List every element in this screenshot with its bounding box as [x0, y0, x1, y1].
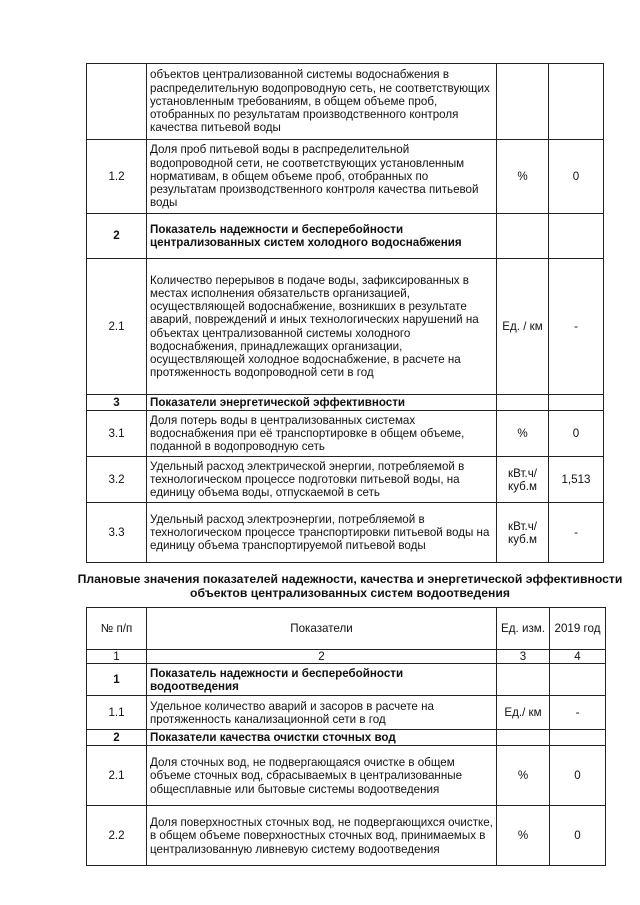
indicator-text: Доля сточных вод, не подвергающаяся очистке в общем объеме сточных вод, сбрасываемых в централизованные общесплавные или бытовые системы водоотведения	[147, 746, 497, 806]
indicator-text: Количество перерывов в подаче воды, зафиксированных в местах исполнения обязательств организацией, осуществляющей водоснабжение, возникших в результате аварий, повреждений и иных технологических нарушений на объектах централизованной системы холодного водоснабжения, принадлежащих организации, осуществляющей холодное водоснабжение, в расчете на протяженность водопроводной сети в год	[147, 259, 497, 395]
table-row	[87, 806, 606, 866]
column-header-indicators: Показатели	[147, 608, 497, 650]
row-number: 2.2	[87, 806, 147, 866]
row-number: 1.2	[87, 140, 147, 214]
value-cell	[550, 730, 606, 746]
section-row	[87, 214, 604, 259]
unit-cell	[497, 214, 549, 259]
indicator-text: Доля проб питьевой воды в распределительной водопроводной сети, не соответствующих установленным нормативам, в общем объеме проб, отобранных по результатам производственного контроля качества питьевой воды	[147, 140, 497, 214]
unit-cell: %	[497, 411, 549, 457]
table-row	[87, 746, 606, 806]
row-number	[87, 64, 147, 140]
unit-cell: Ед./ км	[497, 696, 550, 730]
row-number: 3.3	[87, 503, 147, 563]
section-row	[87, 730, 606, 746]
value-cell: -	[549, 259, 604, 395]
value-cell	[549, 395, 604, 411]
table-row	[87, 457, 604, 503]
row-number: 1	[87, 664, 147, 696]
column-header-unit: Ед. изм.	[497, 608, 550, 650]
row-number: 2.1	[87, 259, 147, 395]
table-row	[87, 259, 604, 395]
unit-cell	[497, 664, 550, 696]
unit-cell: кВт.ч/ куб.м	[497, 503, 549, 563]
table-row	[87, 696, 606, 730]
unit-cell: %	[497, 140, 549, 214]
section-heading: Плановые значения показателей надежности, качества и энергетической эффективности объектов централизованных систем водоотведения	[77, 572, 623, 600]
indicators-table-water-supply	[86, 63, 604, 563]
value-cell	[549, 64, 604, 140]
section-title: Показатель надежности и бесперебойности водоотведения	[147, 664, 497, 696]
indicator-text: объектов централизованной системы водоснабжения в распределительную водопроводную сеть, не соответствующих установленным требованиям, в общем объеме проб, отобранных по результатам производственного контроля качества питьевой воды	[147, 64, 497, 140]
column-index: 4	[550, 650, 606, 664]
row-number: 3	[87, 395, 147, 411]
row-number: 1.1	[87, 696, 147, 730]
column-index: 2	[147, 650, 497, 664]
value-cell: 0	[549, 140, 604, 214]
value-cell: 0	[550, 806, 606, 866]
unit-cell: %	[497, 806, 550, 866]
value-cell	[550, 664, 606, 696]
table-row	[87, 411, 604, 457]
value-cell	[549, 214, 604, 259]
value-cell: 1,513	[549, 457, 604, 503]
indicator-text: Удельный расход электроэнергии, потребляемой в технологическом процессе транспортировки питьевой воды на единицу объема транспортируемой питьевой воды	[147, 503, 497, 563]
value-cell: -	[549, 503, 604, 563]
unit-cell: кВт.ч/ куб.м	[497, 457, 549, 503]
section-row	[87, 395, 604, 411]
column-header-year: 2019 год	[550, 608, 606, 650]
row-number: 2	[87, 730, 147, 746]
row-number: 3.2	[87, 457, 147, 503]
indicator-text: Удельный расход электрической энергии, потребляемой в технологическом процессе подготовки питьевой воды, на единицу объема воды, отпускаемой в сеть	[147, 457, 497, 503]
column-index: 1	[87, 650, 147, 664]
header-row	[87, 608, 606, 650]
column-index-row	[87, 650, 606, 664]
section-title: Показатели энергетической эффективности	[147, 395, 497, 411]
unit-cell	[497, 395, 549, 411]
value-cell: 0	[550, 746, 606, 806]
unit-cell: %	[497, 746, 550, 806]
indicator-text: Доля потерь воды в централизованных системах водоснабжения при её транспортировке в общем объеме, поданной в водопроводную сеть	[147, 411, 497, 457]
unit-cell: Ед. / км	[497, 259, 549, 395]
indicator-text: Доля поверхностных сточных вод, не подвергающихся очистке, в общем объеме поверхностных сточных вод, принимаемых в централизованную ливневую систему водоотведения	[147, 806, 497, 866]
indicator-text: Удельное количество аварий и засоров в расчете на протяженность канализационной сети в год	[147, 696, 497, 730]
unit-cell	[497, 730, 550, 746]
section-title: Показатели качества очистки сточных вод	[147, 730, 497, 746]
column-header-number: № п/п	[87, 608, 147, 650]
section-row	[87, 664, 606, 696]
table-row	[87, 64, 604, 140]
table-row	[87, 503, 604, 563]
value-cell: 0	[549, 411, 604, 457]
table-row	[87, 140, 604, 214]
row-number: 2.1	[87, 746, 147, 806]
indicators-table-wastewater	[86, 607, 606, 866]
section-title: Показатель надежности и бесперебойности централизованных систем холодного водоснабжения	[147, 214, 497, 259]
row-number: 3.1	[87, 411, 147, 457]
column-index: 3	[497, 650, 550, 664]
value-cell: -	[550, 696, 606, 730]
unit-cell	[497, 64, 549, 140]
row-number: 2	[87, 214, 147, 259]
